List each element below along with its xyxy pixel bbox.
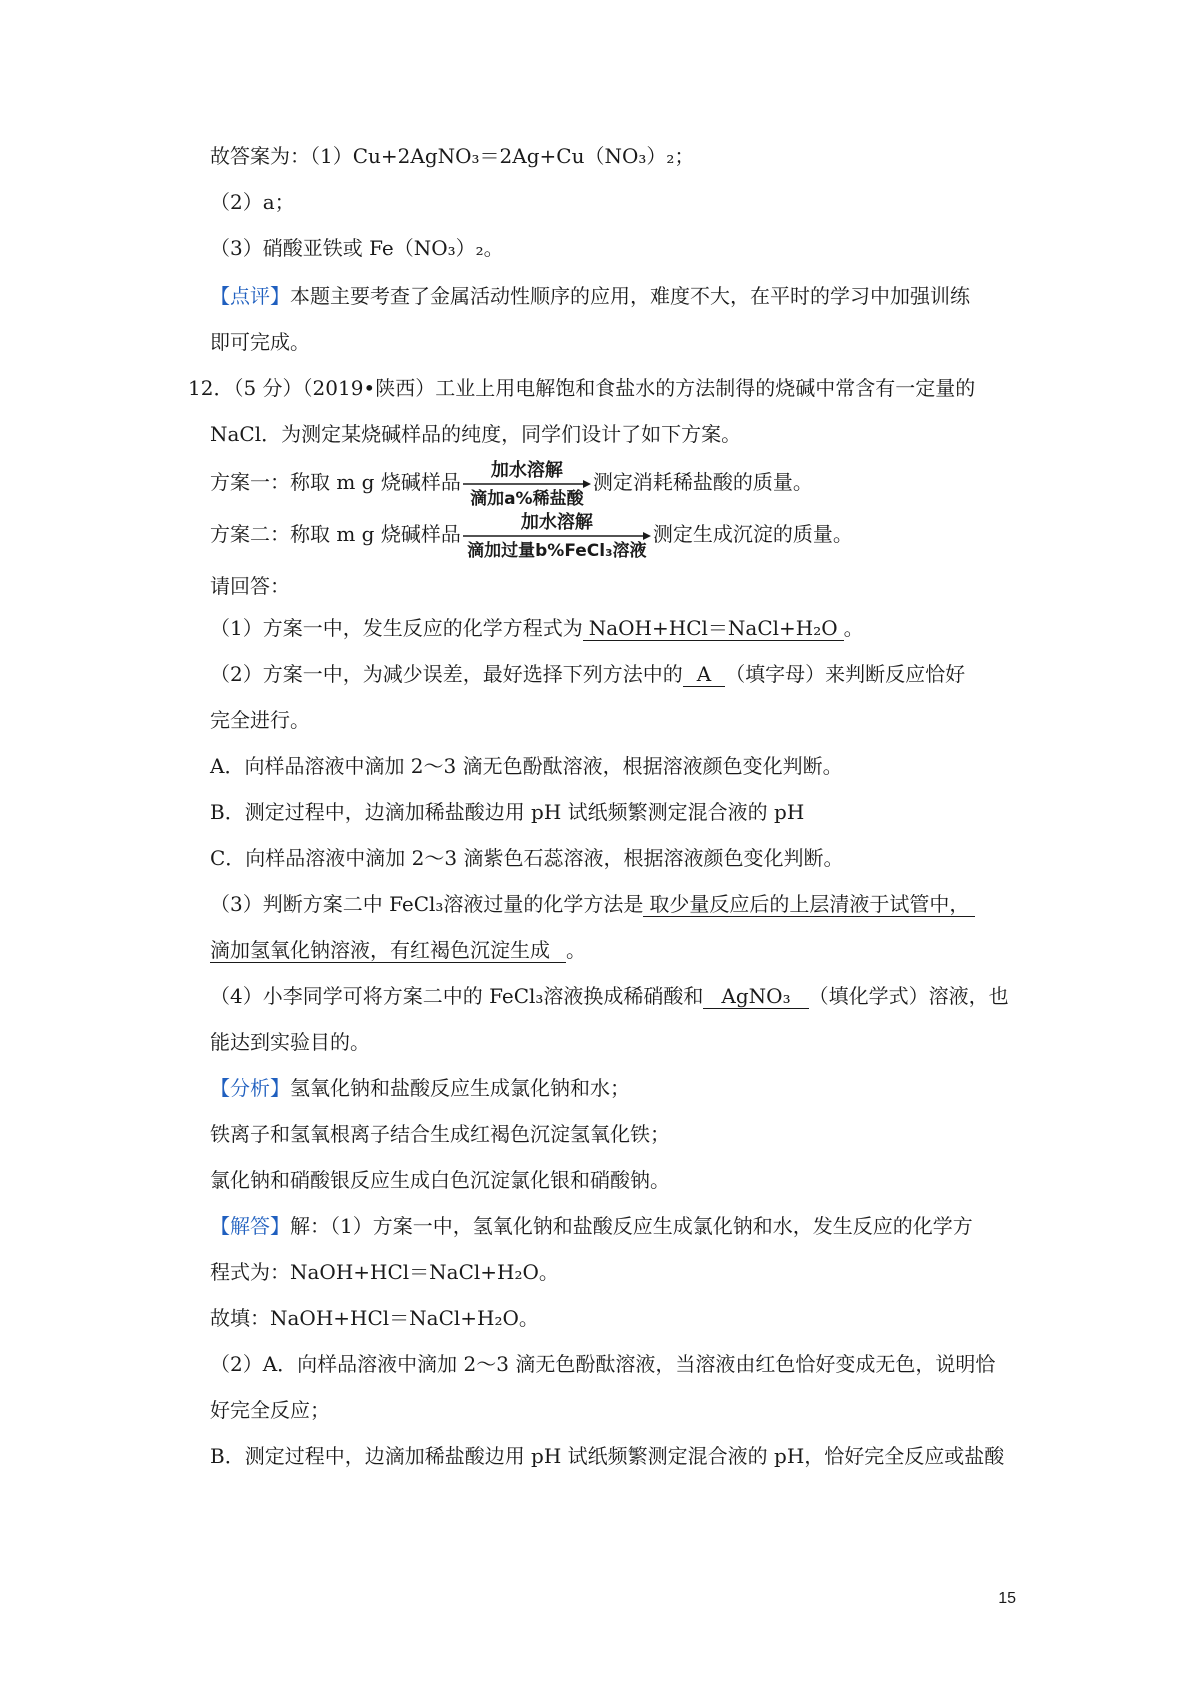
review-line [210, 282, 970, 310]
plan-2-reaction-arrow [463, 511, 651, 561]
analysis-line-3: 氯化钠和硝酸银反应生成白色沉淀氯化银和硝酸钠。 [210, 1168, 670, 1192]
option-a: A．向样品溶液中滴加 2～3 滴无色酚酞溶液，根据溶液颜色变化判断。 [210, 754, 843, 778]
part-1-line [210, 614, 864, 642]
plan-2-prefix: 方案二：称取 m g 烧碱样品 [210, 522, 461, 546]
plan-1-reaction-arrow [463, 459, 591, 509]
part-2-answer: A [683, 662, 725, 687]
analysis-line-2: 铁离子和氢氧根离子结合生成红褐色沉淀氢氧化铁； [210, 1122, 670, 1146]
solution-line-3: 故填：NaOH+HCl＝NaCl+H₂O。 [210, 1306, 539, 1330]
part-1-question: （1）方案一中，发生反应的化学方程式为 [210, 616, 583, 640]
part-4-line-2: 能达到实验目的。 [210, 1030, 370, 1054]
page-number: 15 [998, 1590, 1016, 1607]
review-line-2: 即可完成。 [210, 330, 310, 354]
solution-tag: 【解答】 [210, 1214, 290, 1238]
part-3-answer-1: 取少量反应后的上层清液于试管中， [643, 892, 975, 917]
option-c: C．向样品溶液中滴加 2～3 滴紫色石蕊溶液，根据溶液颜色变化判断。 [210, 846, 844, 870]
plan-2-arrow-bottom: 滴加过量b%FeCl₃溶液 [467, 540, 647, 561]
review-tag: 【点评】 [210, 284, 290, 308]
plan-1-prefix: 方案一：称取 m g 烧碱样品 [210, 470, 461, 494]
part-4-suffix: （填化学式）溶液，也 [808, 984, 1009, 1008]
plan-2-suffix: 测定生成沉淀的质量。 [652, 522, 853, 546]
plan-1-line [210, 459, 813, 509]
solution-line-1 [210, 1212, 973, 1240]
plan-1-suffix: 测定消耗稀盐酸的质量。 [592, 470, 813, 494]
plan-1-arrow-bottom: 滴加a%稀盐酸 [470, 488, 584, 509]
part-3-answer-2: 滴加氢氧化钠溶液，有红褐色沉淀生成 [210, 938, 566, 963]
part-1-end: 。 [843, 616, 864, 640]
solution-line-2: 程式为：NaOH+HCl＝NaCl+H₂O。 [210, 1260, 559, 1284]
part-4-line [210, 982, 1009, 1010]
ask-line: 请回答： [210, 574, 290, 598]
plan-2-line [210, 511, 853, 561]
part-2-question: （2）方案一中，为减少误差，最好选择下列方法中的 [210, 662, 683, 686]
analysis-line-1 [210, 1074, 630, 1102]
solution-line-5: 好完全反应； [210, 1398, 330, 1422]
part-1-answer: NaOH+HCl＝NaCl+H₂O [583, 616, 844, 641]
analysis-text-1: 氢氧化钠和盐酸反应生成氯化钠和水； [290, 1076, 630, 1100]
answer-line-1: 故答案为：（1）Cu+2AgNO₃＝2Ag+Cu（NO₃）₂； [210, 144, 695, 168]
part-4-question: （4）小李同学可将方案二中的 FeCl₃溶液换成稀硝酸和 [210, 984, 704, 1008]
review-text: 本题主要考查了金属活动性顺序的应用，难度不大，在平时的学习中加强训练 [290, 284, 970, 308]
analysis-tag: 【分析】 [210, 1076, 290, 1100]
answer-line-2: （2）a； [210, 190, 295, 214]
part-3-question: （3）判断方案二中 FeCl₃溶液过量的化学方法是 [210, 892, 644, 916]
part-2-line [210, 660, 965, 688]
solution-line-6: B．测定过程中，边滴加稀盐酸边用 pH 试纸频繁测定混合液的 pH，恰好完全反应或盐酸 [210, 1444, 1005, 1468]
part-2-line-2: 完全进行。 [210, 708, 310, 732]
part-3-line-2 [210, 936, 586, 964]
part-3-line [210, 890, 975, 918]
solution-line-4: （2）A．向样品溶液中滴加 2～3 滴无色酚酞溶液，当溶液由红色恰好变成无色，说明恰 [210, 1352, 996, 1376]
part-2-suffix: （填字母）来判断反应恰好 [725, 662, 966, 686]
part-3-end: 。 [566, 938, 586, 962]
question-12-line-2: NaCl．为测定某烧碱样品的纯度，同学们设计了如下方案。 [210, 422, 742, 446]
option-b: B．测定过程中，边滴加稀盐酸边用 pH 试纸频繁测定混合液的 pH [210, 800, 805, 824]
plan-2-arrow-top: 加水溶解 [520, 511, 593, 533]
part-4-answer: AgNO₃ [703, 984, 808, 1009]
solution-text-1: 解：（1）方案一中，氢氧化钠和盐酸反应生成氯化钠和水，发生反应的化学方 [290, 1214, 973, 1238]
plan-1-arrow-top: 加水溶解 [490, 459, 563, 481]
question-12-line-1: 12．（5 分）（2019•陕西）工业上用电解饱和食盐水的方法制得的烧碱中常含有一定量的 [188, 376, 976, 400]
answer-line-3: （3）硝酸亚铁或 Fe（NO₃）₂。 [210, 236, 504, 260]
